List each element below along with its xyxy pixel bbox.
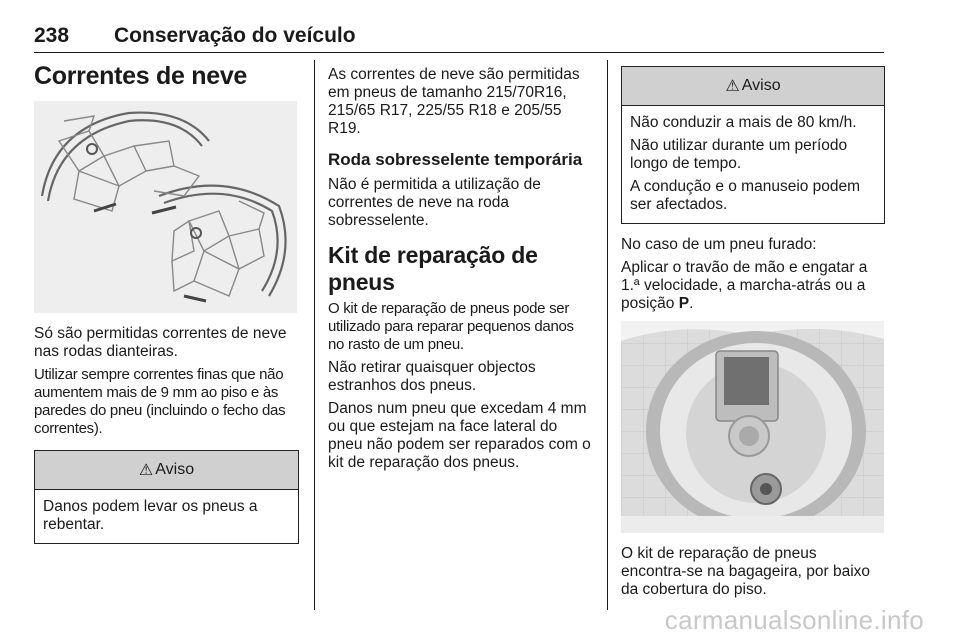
snow-chains-illustration: [34, 101, 297, 313]
section-heading-snow-chains: Correntes de neve: [34, 62, 248, 90]
paragraph: Danos num pneu que excedam 4 mm ou que estejam na face lateral do pneu não podem ser reparados com o kit de reparação dos pneus.: [328, 400, 591, 471]
paragraph: O kit de reparação de pneus pode ser utilizado para reparar pequenos danos no rasto de um pneu.: [328, 300, 574, 353]
paragraph-end: .: [689, 295, 694, 312]
trunk-repair-kit-photo: [621, 321, 884, 533]
paragraph: O kit de reparação de pneus encontra-se na bagageira, por baixo da cobertura do piso.: [621, 545, 871, 598]
warning-text: Danos podem levar os pneus a rebentar.: [43, 498, 258, 533]
page-number: 238: [34, 24, 70, 47]
paragraph: As correntes de neve são permitidas em pneus de tamanho 215/70R16, 215/65 R17, 225/55 R18 e 205/55 R19.: [328, 66, 580, 137]
warning-triangle-icon: ⚠: [138, 462, 154, 479]
warning-triangle-icon: ⚠: [725, 78, 740, 95]
paragraph-text: Aplicar o travão de mão e engatar a 1.ª velocidade, a marcha-atrás ou a posição: [621, 259, 868, 312]
page-header: [34, 22, 884, 53]
column-divider: [607, 60, 608, 610]
paragraph: Não retirar quaisquer objectos estranhos dos pneus.: [328, 359, 536, 394]
paragraph: Utilizar sempre correntes finas que não aumentem mais de 9 mm ao piso e às paredes do pneu (incluindo o fecho das correntes).: [34, 366, 286, 437]
warning-title: Aviso: [741, 77, 781, 94]
warning-box: [621, 66, 885, 224]
warning-body: [35, 490, 298, 543]
column-3: [621, 66, 885, 604]
column-1: [34, 62, 299, 544]
warning-title: Aviso: [155, 461, 195, 478]
subheading-temporary-spare: Roda sobresselente temporária: [328, 150, 583, 169]
warning-header: [622, 67, 884, 106]
column-2: [328, 66, 593, 477]
warning-box: [34, 450, 299, 544]
trunk-photo-image: [621, 321, 884, 533]
gear-position: P: [678, 295, 690, 312]
warning-body: [622, 106, 884, 223]
warning-text: Não conduzir a mais de 80 km/h.: [630, 114, 857, 131]
paragraph: [621, 259, 885, 313]
warning-text: A condução e o manuseio podem ser afectados.: [630, 178, 861, 213]
page-title: Conservação do veículo: [114, 24, 356, 47]
snow-chain-image: [34, 101, 297, 313]
column-divider: [314, 60, 315, 610]
warning-header: [35, 451, 298, 490]
paragraph: Só são permitidas correntes de neve nas rodas dianteiras.: [34, 325, 287, 360]
section-heading-tyre-repair-kit: Kit de reparação de pneus: [328, 242, 538, 295]
watermark: carmanualsonline.info: [664, 605, 924, 635]
paragraph: Não é permitida a utilização de correntes de neve na roda sobresselente.: [328, 176, 541, 229]
warning-text: Não utilizar durante um período longo de tempo.: [630, 137, 848, 172]
paragraph: No caso de um pneu furado:: [621, 236, 817, 253]
